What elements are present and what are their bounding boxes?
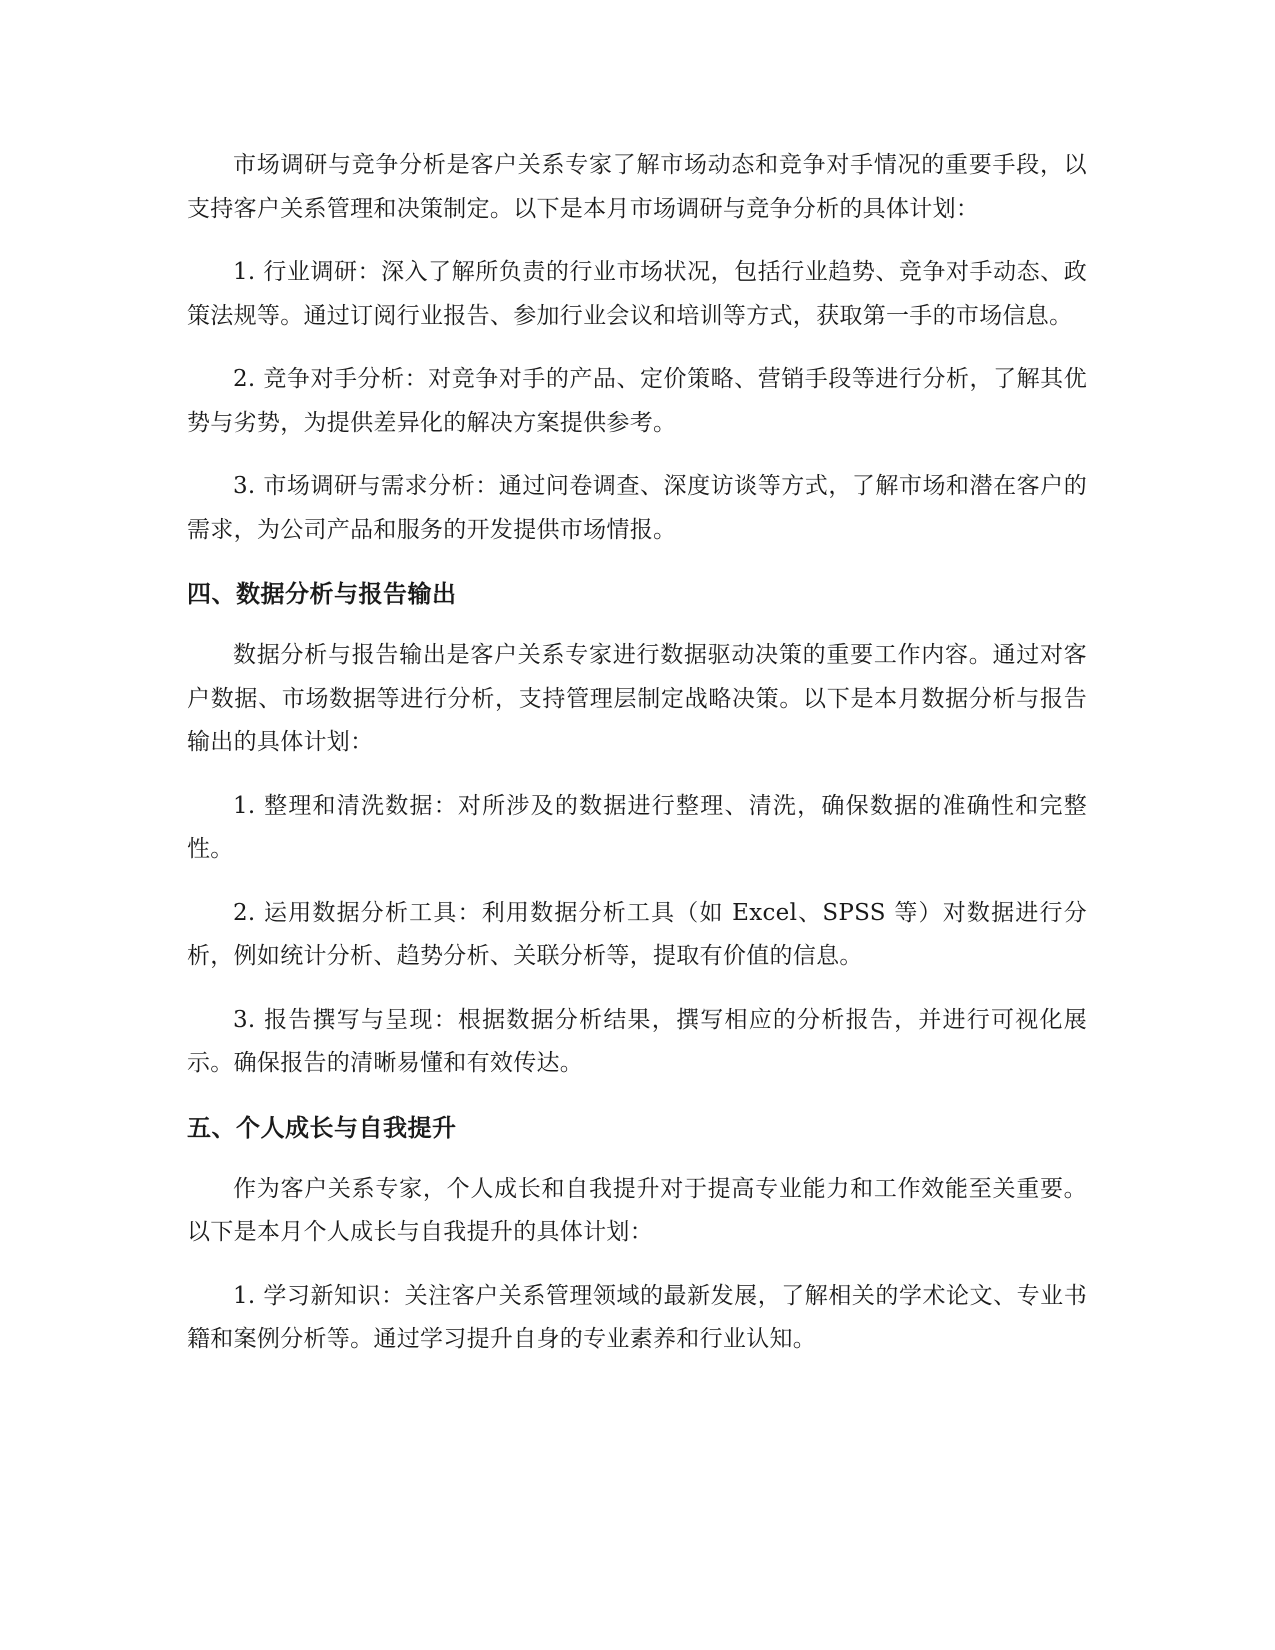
paragraph-item-analysis-tools: 2. 运用数据分析工具：利用数据分析工具（如 Excel、SPSS 等）对数据进行分析，例如统计分析、趋势分析、关联分析等，提取有价值的信息。 [187,899,1087,969]
document-body [187,144,1087,1382]
paragraph-item-competitor-analysis: 2. 竞争对手分析：对竞争对手的产品、定价策略、营销手段等进行分析，了解其优势与劣势，为提供差异化的解决方案提供参考。 [187,366,1087,436]
paragraph-item-demand-analysis: 3. 市场调研与需求分析：通过问卷调查、深度访谈等方式，了解市场和潜在客户的需求，为公司产品和服务的开发提供市场情报。 [187,473,1087,543]
paragraph-item-industry-research: 1. 行业调研：深入了解所负责的行业市场状况，包括行业趋势、竞争对手动态、政策法规等。通过订阅行业报告、参加行业会议和培训等方式，获取第一手的市场信息。 [187,259,1087,329]
paragraph-item-learn-new-knowledge: 1. 学习新知识：关注客户关系管理领域的最新发展，了解相关的学术论文、专业书籍和案例分析等。通过学习提升自身的专业素养和行业认知。 [187,1282,1087,1352]
paragraph-item-report-writing: 3. 报告撰写与呈现：根据数据分析结果，撰写相应的分析报告，并进行可视化展示。确保报告的清晰易懂和有效传达。 [187,1006,1087,1076]
paragraph-item-data-cleaning: 1. 整理和清洗数据：对所涉及的数据进行整理、清洗，确保数据的准确性和完整性。 [187,792,1087,862]
paragraph-intro-market-research: 市场调研与竞争分析是客户关系专家了解市场动态和竞争对手情况的重要手段，以支持客户关系管理和决策制定。以下是本月市场调研与竞争分析的具体计划： [187,152,1087,222]
paragraph-intro-personal-growth: 作为客户关系专家，个人成长和自我提升对于提高专业能力和工作效能至关重要。以下是本月个人成长与自我提升的具体计划： [187,1175,1087,1245]
paragraph-intro-data-analysis: 数据分析与报告输出是客户关系专家进行数据驱动决策的重要工作内容。通过对客户数据、市场数据等进行分析，支持管理层制定战略决策。以下是本月数据分析与报告输出的具体计划： [187,642,1087,755]
section-heading-data-analysis: 四、数据分析与报告输出 [187,580,457,608]
section-heading-personal-growth: 五、个人成长与自我提升 [187,1113,457,1142]
